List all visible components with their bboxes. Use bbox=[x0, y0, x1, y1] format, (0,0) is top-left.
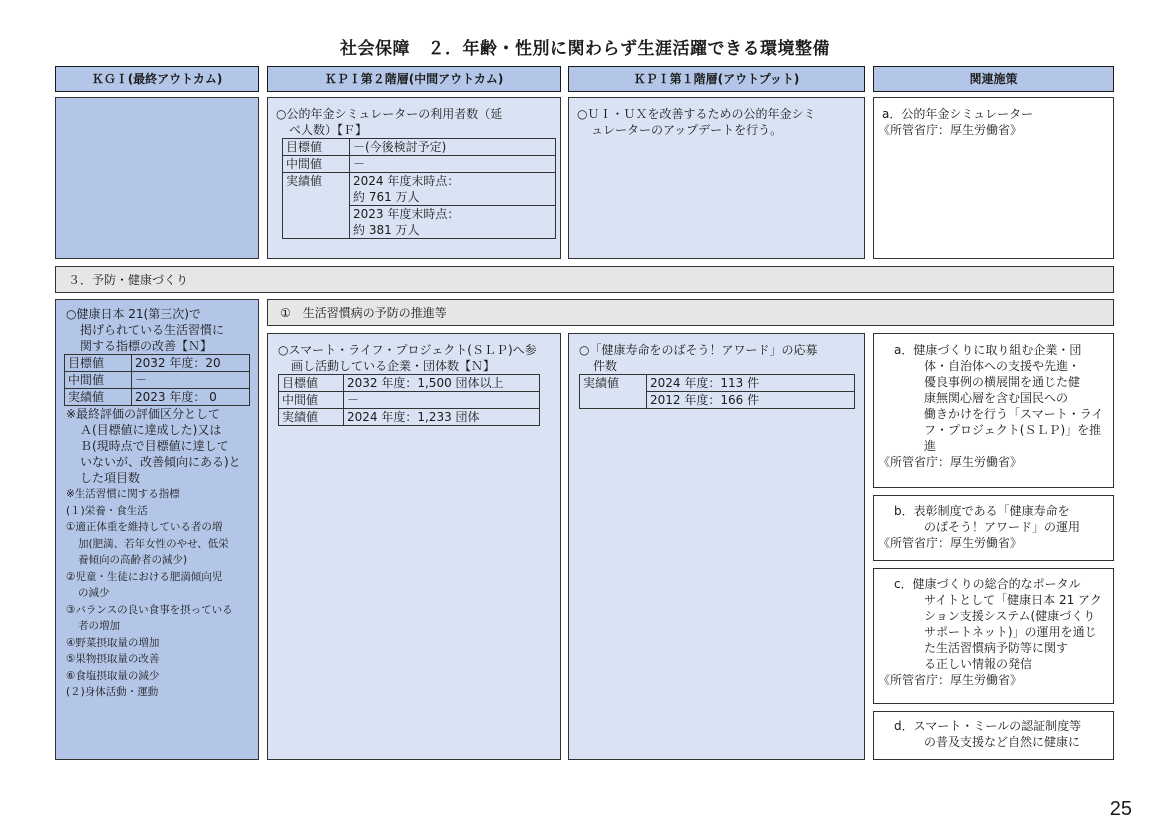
kpi1-text-line1: ○ＵＩ・ＵＸを改善するための公的年金シミ bbox=[577, 107, 816, 121]
kpi2-3-line1: ○スマート・ライフ・プロジェクト(ＳＬＰ)へ参 bbox=[278, 343, 537, 357]
subsection-header-lifestyle: ① 生活習慣病の予防の推進等 bbox=[267, 299, 1114, 326]
list-item: ⑤果物摂取量の改善 bbox=[66, 653, 160, 665]
kgi3-line2: 掲げられている生活習慣に bbox=[80, 323, 225, 337]
header-kpi1: ＫＰＩ第１階層(アウトプット) bbox=[568, 66, 865, 92]
measure-3a-line: 体・自治体への支援や先進・ bbox=[924, 359, 1081, 373]
list-item: 加(肥満、若年女性のやせ、低栄 bbox=[78, 537, 229, 550]
measure-3b-ministry: 《所管省庁：厚生労働省》 bbox=[878, 536, 1023, 550]
measure-3a-line: 進 bbox=[924, 439, 937, 453]
measure-3c-line: サポートネット)」の運用を通じ bbox=[924, 625, 1097, 639]
header-kpi2: ＫＰＩ第２階層(中間アウトカム) bbox=[267, 66, 561, 92]
kpi1-3-line1: ○「健康寿命をのばそう！アワード」の応募 bbox=[579, 343, 818, 357]
kpi2-text-line2: べ人数）【Ｆ】 bbox=[289, 123, 368, 137]
measure-3a-line: 働きかけを行う「スマート・ライ bbox=[924, 407, 1104, 421]
measure-cell-1 bbox=[873, 97, 1114, 259]
mid-value: － bbox=[350, 156, 556, 173]
kpi2-value-table bbox=[282, 138, 556, 239]
list-item: ⑥食塩摂取量の減少 bbox=[66, 669, 160, 682]
kgi3-value-table bbox=[64, 354, 250, 406]
target-value: －(今後検討予定) bbox=[350, 139, 556, 156]
actual-value-2024-a: 2024 年度末時点： bbox=[353, 174, 460, 188]
kpi2-3-mid-label: 中間値 bbox=[279, 392, 344, 409]
measure-3a-ministry: 《所管省庁：厚生労働省》 bbox=[878, 455, 1023, 469]
kgi3-indicator-list bbox=[66, 486, 254, 701]
kpi2-3-line2: 画し活動している企業・団体数【Ｎ】 bbox=[291, 359, 496, 373]
header-measures: 関連施策 bbox=[873, 66, 1114, 92]
kpi2-3-target-value: 2032 年度：1,500 団体以上 bbox=[344, 375, 540, 392]
kpi1-cell-1 bbox=[568, 97, 865, 259]
measure-a-ministry: 《所管省庁：厚生労働省》 bbox=[878, 123, 1023, 137]
kpi2-3-value-table bbox=[278, 374, 540, 426]
kpi1-3-value-2012: 2012 年度：166 件 bbox=[647, 392, 855, 409]
kgi3-actual-label: 実績値 bbox=[65, 389, 132, 406]
measure-cell-3b bbox=[873, 495, 1114, 561]
header-kgi: ＫＧＩ(最終アウトカム) bbox=[55, 66, 259, 92]
kgi3-note3: Ｂ(現時点で目標値に達して bbox=[80, 439, 229, 453]
measure-3c-line: サイトとして「健康日本 21 アク bbox=[924, 593, 1102, 607]
kpi2-3-actual-label: 実績値 bbox=[279, 409, 344, 426]
measure-3a-line: フ・プロジェクト(ＳＬＰ)」を推 bbox=[924, 423, 1102, 437]
measure-3d-line: の普及支援など自然に健康に bbox=[924, 735, 1081, 749]
kgi3-note4: いないが、改善傾向にある)と bbox=[80, 455, 241, 469]
kpi2-3-actual-value: 2024 年度：1,233 団体 bbox=[344, 409, 540, 426]
measure-3b-line: のばそう！アワード」の運用 bbox=[924, 520, 1081, 534]
list-item: (２)身体活動・運動 bbox=[66, 686, 159, 698]
measure-3c-line: c．健康づくりの総合的なポータル bbox=[894, 577, 1081, 591]
actual-value-2023-b: 約 381 万人 bbox=[353, 223, 420, 237]
kgi3-line3: 関する指標の改善【Ｎ】 bbox=[80, 339, 213, 353]
measure-cell-3a bbox=[873, 333, 1114, 488]
kgi3-note5: した項目数 bbox=[80, 471, 141, 485]
kgi3-target-label: 目標値 bbox=[65, 355, 132, 372]
list-item: (１)栄養・食生活 bbox=[66, 504, 148, 517]
actual-label: 実績値 bbox=[283, 173, 350, 239]
list-item: の減少 bbox=[78, 587, 110, 599]
measure-3a-line: 優良事例の横展開を通じた健 bbox=[924, 375, 1081, 389]
kpi2-3-mid-value: － bbox=[344, 392, 540, 409]
kgi3-mid-value: － bbox=[132, 372, 250, 389]
measure-3a-line: a．健康づくりに取り組む企業・団 bbox=[894, 343, 1082, 357]
measure-3b-line: b．表彰制度である「健康寿命を bbox=[894, 504, 1070, 518]
list-item: ※生活習慣に関する指標 bbox=[66, 488, 180, 500]
kgi-cell-1 bbox=[55, 97, 259, 259]
actual-value-2024-b: 約 761 万人 bbox=[353, 190, 420, 204]
kpi2-cell-1 bbox=[267, 97, 561, 259]
kpi1-cell-3 bbox=[568, 333, 865, 760]
measure-3c-line: た生活習慣病予防等に関す bbox=[924, 641, 1069, 655]
kpi1-3-value-2024: 2024 年度：113 件 bbox=[647, 375, 855, 392]
kgi3-mid-label: 中間値 bbox=[65, 372, 132, 389]
actual-value-2023-a: 2023 年度末時点： bbox=[353, 207, 460, 221]
kpi2-text-line1: ○公的年金シミュレーターの利用者数（延 bbox=[276, 107, 503, 121]
measure-3a-line: 康無関心層を含む国民への bbox=[924, 391, 1069, 405]
measure-3c-line: ション支援システム(健康づくり bbox=[924, 609, 1096, 623]
page-title: 社会保障 ２．年齢・性別に関わらず生涯活躍できる環境整備 bbox=[340, 39, 830, 59]
target-label: 目標値 bbox=[283, 139, 350, 156]
kpi1-text-line2: ュレーターのアップデートを行う。 bbox=[591, 123, 783, 137]
measure-a-title: a．公的年金シミュレーター bbox=[882, 107, 1034, 121]
mid-label: 中間値 bbox=[283, 156, 350, 173]
kpi1-3-line2: 件数 bbox=[593, 359, 618, 373]
measure-3c-ministry: 《所管省庁：厚生労働省》 bbox=[878, 673, 1023, 687]
kgi-cell-3 bbox=[55, 299, 259, 760]
list-item: 養傾向の高齢者の減少) bbox=[78, 554, 188, 566]
measure-cell-3d bbox=[873, 711, 1114, 760]
list-item: ④野菜摂取量の増加 bbox=[66, 636, 160, 649]
page-number: 25 bbox=[1109, 798, 1132, 820]
measure-3d-line: d．スマート・ミールの認証制度等 bbox=[894, 719, 1082, 733]
kpi1-3-value-table bbox=[579, 374, 855, 409]
kgi3-target-value: 2032 年度：20 bbox=[132, 355, 250, 372]
kgi3-actual-value: 2023 年度： 0 bbox=[132, 389, 250, 406]
kpi2-3-target-label: 目標値 bbox=[279, 375, 344, 392]
measure-cell-3c bbox=[873, 568, 1114, 704]
kgi3-line1: ○健康日本 21(第三次)で bbox=[66, 307, 201, 321]
list-item: ①適正体重を維持している者の増 bbox=[66, 521, 223, 533]
list-item: ③バランスの良い食事を摂っている bbox=[66, 603, 233, 616]
section-header-prevention: ３．予防・健康づくり bbox=[55, 266, 1114, 293]
measure-3c-line: る正しい情報の発信 bbox=[924, 657, 1033, 671]
kpi1-3-actual-label: 実績値 bbox=[580, 375, 647, 409]
kgi3-note2: Ａ(目標値に達成した)又は bbox=[80, 423, 222, 437]
kpi2-cell-3 bbox=[267, 333, 561, 760]
list-item: 者の増加 bbox=[78, 620, 120, 632]
kgi3-note1: ※最終評価の評価区分として bbox=[66, 407, 221, 421]
list-item: ②児童・生徒における肥満傾向児 bbox=[66, 570, 223, 583]
